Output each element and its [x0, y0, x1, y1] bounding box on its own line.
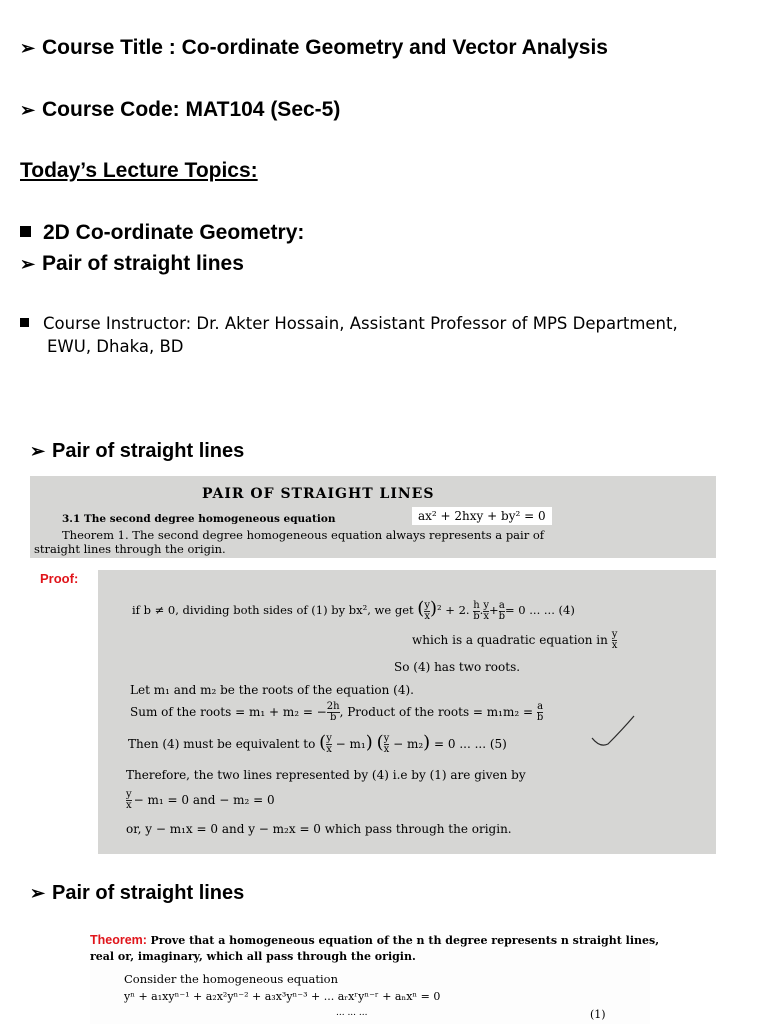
theorem-scan-image	[30, 476, 716, 558]
equation-dots: ... ... ...	[336, 1008, 368, 1018]
proof-line8: $\frac{y}{x}$ − m₁ = 0 and − m₂ = 0	[126, 789, 275, 811]
proof-label: Proof:	[40, 571, 79, 586]
proof-line2: which is a quadratic equation in $\frac{y}{x}$	[412, 629, 618, 651]
course-instructor: Course Instructor: Dr. Akter Hossain, Assistant Professor of MPS Department, EWU, Dhaka, BD	[20, 312, 768, 358]
scan-title: PAIR OF STRAIGHT LINES	[202, 486, 435, 502]
proof-line9: or, y − m₁x = 0 and y − m₂x = 0 which pass through the origin.	[126, 822, 512, 836]
scan-theorem-line1: Theorem 1. The second degree homogeneous equation always represents a pair of	[62, 528, 545, 542]
square-bullet-icon	[20, 318, 29, 327]
check-mark-icon	[588, 708, 638, 750]
proof-line3: So (4) has two roots.	[394, 660, 521, 674]
section2-heading: ➢ Pair of straight lines	[30, 882, 245, 904]
lecture-topics-heading: Today’s Lecture Topics:	[20, 159, 258, 182]
topic-2: ➢ Pair of straight lines	[20, 252, 244, 275]
proof-line6: Then (4) must be equivalent to ( $\frac{y}{x}$ − m₁) ( $\frac{y}{x}$ − m₂) = 0 ... ... (5)	[128, 732, 507, 755]
theorem2-scan-image	[90, 930, 660, 1024]
scan-theorem-line2: straight lines through the origin.	[34, 542, 226, 556]
course-title: ➢ Course Title : Co-ordinate Geometry and Vector Analysis	[20, 36, 608, 59]
homogeneous-equation: yⁿ + a₁xyⁿ⁻¹ + a₂x²yⁿ⁻² + a₃x³yⁿ⁻³ + ... aᵣxʳyⁿ⁻ʳ + aₙxⁿ = 0	[124, 990, 441, 1003]
consider-text: Consider the homogeneous equation	[124, 972, 339, 986]
scan-equation: ax² + 2hxy + by² = 0	[412, 507, 552, 525]
topic-1: 2D Co-ordinate Geometry:	[20, 221, 304, 245]
arrow-bullet-icon: ➢	[30, 441, 46, 461]
proof-line4: Let m₁ and m₂ be the roots of the equation (4).	[130, 683, 414, 697]
proof-line7: Therefore, the two lines represented by (4) i.e by (1) are given by	[126, 768, 526, 782]
equation-number: (1)	[590, 1008, 606, 1021]
proof-scan-image	[98, 570, 716, 854]
arrow-bullet-icon: ➢	[30, 883, 46, 903]
proof-line1: if b ≠ 0, dividing both sides of (1) by bx², we get ( $\frac{y}{x}$ )² + 2. $\frac{h}{b}$ . $\frac{y}{x}$ + $\frac{a}{b}$ = 0 ... ... (4)	[132, 598, 575, 622]
theorem2-line2: real or, imaginary, which all pass through the origin.	[90, 950, 416, 963]
theorem2-line1: Theorem: Prove that a homogeneous equation of the n th degree represents n straight lines,	[90, 933, 660, 947]
proof-line5: Sum of the roots = m₁ + m₂ = − $\frac{2h}{b}$ , Product of the roots = m₁m₂ = $\frac{a}{b}$	[130, 701, 544, 723]
section1-heading: ➢ Pair of straight lines	[30, 440, 245, 462]
square-bullet-icon	[20, 226, 31, 237]
arrow-bullet-icon: ➢	[20, 100, 36, 120]
arrow-bullet-icon: ➢	[20, 38, 36, 58]
scan-subsection: 3.1 The second degree homogeneous equation	[62, 513, 336, 525]
course-code: ➢ Course Code: MAT104 (Sec-5)	[20, 98, 341, 121]
arrow-bullet-icon: ➢	[20, 254, 36, 274]
